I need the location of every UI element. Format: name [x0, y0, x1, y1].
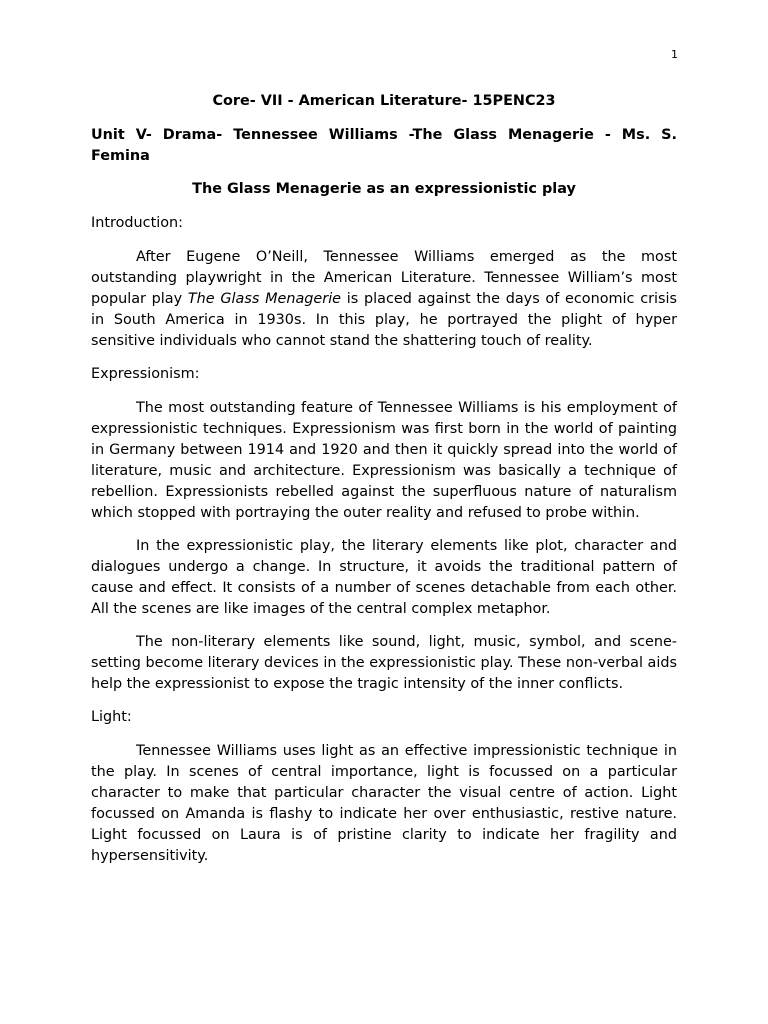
- section-heading-expressionism: Expressionism:: [91, 366, 200, 382]
- paragraph-text: After Eugene O’Neill, Tennessee Williams emerged as the most outstanding playwright in the American Literature. Tennessee William’s most popular play: [91, 249, 677, 307]
- course-title: Core- VII - American Literature- 15PENC23: [212, 93, 556, 109]
- document-body: [91, 91, 677, 879]
- paragraph: In the expressionistic play, the literary elements like plot, character and dialogues undergo a change. In structure, it avoids the traditional pattern of cause and effect. It consists of a number of scenes detachable from each other. All the scenes are like images of the central complex metaphor.: [91, 538, 677, 617]
- section-heading-light: Light:: [91, 709, 132, 725]
- essay-title: The Glass Menagerie as an expressionistic play: [192, 181, 576, 197]
- paragraph-text: is placed against the days of economic crisis in South America in 1930s. In this play, he portrayed the plight of hyper sensitive individuals who cannot stand the shattering touch of reality.: [91, 291, 678, 349]
- page-number: 1: [671, 48, 678, 61]
- section-heading-introduction: Introduction:: [91, 215, 183, 231]
- paragraph: Tennessee Williams uses light as an effective impressionistic technique in the play. In scenes of central importance, light is focussed on a particular character to make that particular character the visual centre of action. Light focussed on Amanda is flashy to indicate her over enthusiastic, restive nature. Light focussed on Laura is of pristine clarity to indicate her fragility and hypersensitivity.: [91, 743, 677, 864]
- paragraph: The most outstanding feature of Tennessee Williams is his employment of expressionistic techniques. Expressionism was first born in the world of painting in Germany between 1914 and 1920 and then it quickly spread into the world of literature, music and architecture. Expressionism was basically a technique of rebellion. Expressionists rebelled against the superfluous nature of naturalism which stopped with portraying the outer reality and refused to probe within.: [91, 400, 677, 521]
- paragraph: The non-literary elements like sound, light, music, symbol, and scene-setting become literary devices in the expressionistic play. These non-verbal aids help the expressionist to expose the tragic intensity of the inner conflicts.: [91, 634, 677, 692]
- paragraph: [91, 247, 677, 352]
- play-title-italic: The Glass Menagerie: [187, 291, 342, 307]
- unit-line: Unit V- Drama- Tennessee Williams -The Glass Menagerie - Ms. S. Femina: [91, 127, 677, 164]
